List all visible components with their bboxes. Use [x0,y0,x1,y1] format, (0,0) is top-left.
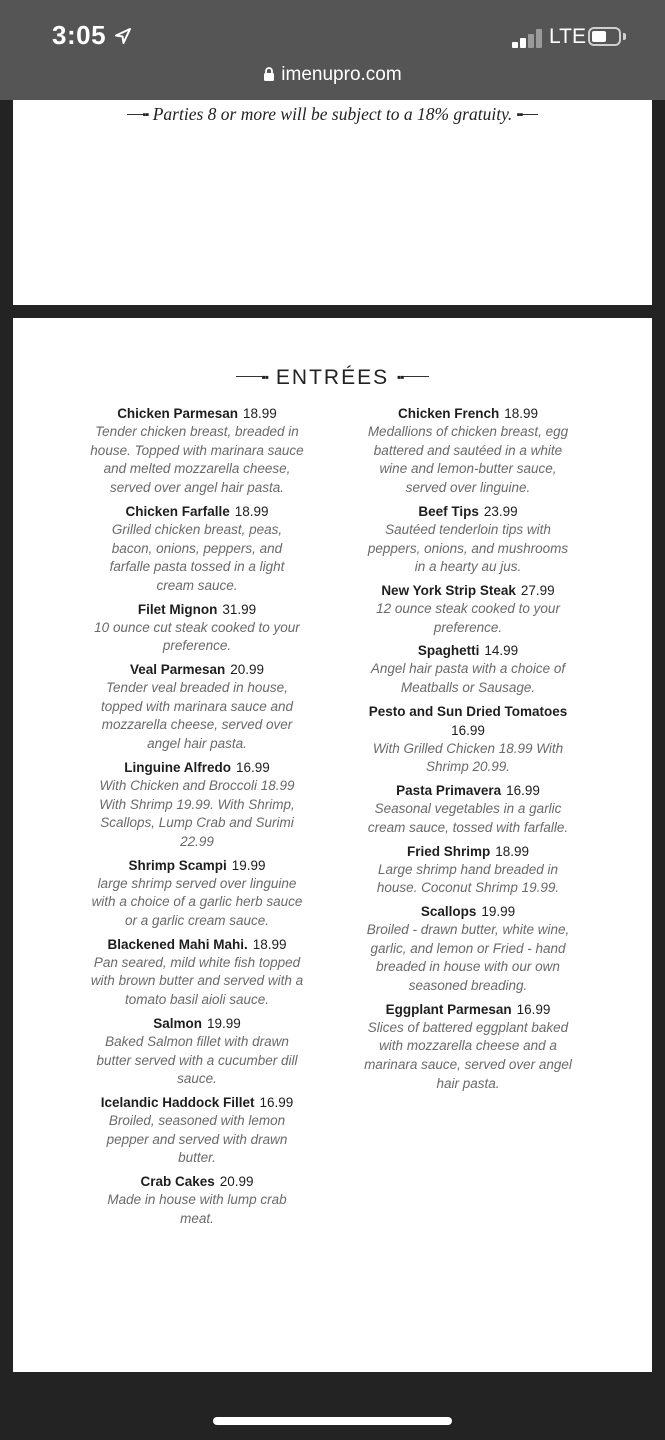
item-description: Tender veal breaded in house, topped with marinara sauce and mozzarella cheese, served over angel hair pasta. [100,680,294,752]
item-price: 20.99 [230,662,265,678]
menu-page-entrees [13,318,652,1372]
divider-line [403,376,429,377]
item-price: 16.99 [516,1001,551,1017]
menu-item [90,1172,304,1228]
battery-icon [588,27,621,46]
item-name: Chicken Farfalle [125,503,230,519]
section-title-text: ENTRÉES [275,366,390,389]
divider-line [236,376,262,377]
item-price: 16.99 [235,759,270,775]
item-description: large shrimp served over linguine with a choice of a garlic herb sauce or a garlic cream sauce. [91,875,303,929]
ornament-icon: ▪▪ [516,109,523,121]
item-name: Beef Tips [418,503,479,519]
item-price: 14.99 [484,643,519,659]
menu-column-right [363,404,573,1098]
menu-item [363,842,573,898]
section-title [13,366,652,390]
battery-tip [623,33,626,40]
menu-item [363,1000,573,1094]
item-name: Chicken Parmesan [117,406,238,421]
item-description: Slices of battered eggplant baked with mozzarella cheese and a marinara sauce, served over angel hair pasta. [364,1019,572,1091]
item-description: With Grilled Chicken 18.99 With Shrimp 20.99. [372,740,564,775]
item-description: Broiled, seasoned with lemon pepper and served with drawn butter. [106,1112,288,1166]
menu-item [363,902,573,996]
menu-item [363,641,573,697]
item-price: 18.99 [504,406,539,421]
item-name: Salmon [153,1015,202,1031]
item-description: Seasonal vegetables in a garlic cream sauce, tossed with farfalle. [367,801,569,835]
divider-line [522,114,538,115]
item-price: 16.99 [451,722,485,738]
item-price: 18.99 [234,503,269,519]
home-indicator[interactable] [213,1417,452,1425]
menu-item [90,1093,304,1168]
item-description: Angel hair pasta with a choice of Meatballs or Sausage. [370,661,566,696]
item-name: Crab Cakes [140,1174,215,1190]
ornament-icon: ▪▪ [142,109,149,121]
item-name: Veal Parmesan [129,662,226,678]
address-bar[interactable] [0,64,665,86]
item-description: 12 ounce steak cooked to your preference. [376,600,560,635]
item-description: With Chicken and Broccoli 18.99 With Shrimp 19.99. With Shrimp, Scallops, Lump Crab and Surimi 22.99 [99,777,295,849]
item-price: 27.99 [520,582,555,598]
item-name: Filet Mignon [137,601,218,617]
item-price: 19.99 [481,903,516,919]
item-name: Blackened Mahi Mahi. [107,936,248,952]
menu-page-notice [13,100,652,305]
item-price: 23.99 [483,503,518,519]
item-name: Scallops [420,903,477,919]
menu-item [90,935,304,1010]
item-name: Pesto and Sun Dried Tomatoes [368,703,568,719]
item-name: Pasta Primavera [396,783,502,799]
lock-icon [263,67,275,81]
item-price: 18.99 [243,406,277,421]
menu-item [90,600,304,656]
item-name: Linguine Alfredo [124,759,231,775]
item-description: Pan seared, mild white fish topped with brown butter and served with a tomato basil aioli sauce. [90,954,304,1008]
network-type: LTE [549,25,586,48]
item-description: Baked Salmon fillet with drawn butter served with a cucumber dill sauce. [96,1033,298,1087]
item-price: 19.99 [206,1015,241,1031]
menu-item [90,660,304,754]
item-description: Broiled - drawn butter, white wine, garlic, and lemon or Fried - hand breaded in house with our own seasoned breading. [366,921,570,994]
divider-line [127,114,143,115]
item-description: Medallions of chicken breast, egg battered and sautéed in a white wine and lemon-butter sauce, served over linguine. [367,424,569,496]
gratuity-notice [13,104,652,125]
item-description: Tender chicken breast, breaded in house. Topped with marinara sauce and melted mozzarella cheese, served over angel hair pasta. [90,424,304,496]
item-description: Large shrimp hand breaded in house. Coconut Shrimp 19.99. [376,861,560,896]
menu-item [90,856,304,931]
status-time: 3:05 [52,20,107,50]
item-description: 10 ounce cut steak cooked to your preference. [94,619,300,654]
item-name: Chicken French [397,406,500,421]
item-name: New York Strip Steak [381,582,516,598]
item-price: 18.99 [252,936,287,952]
menu-item [90,502,304,596]
menu-item [90,758,304,852]
menu-item [363,404,573,498]
item-name: Icelandic Haddock Fillet [100,1094,255,1110]
cell-signal-icon [512,28,544,48]
item-price: 20.99 [219,1174,254,1190]
url-text: imenupro.com [281,64,402,85]
item-description: Grilled chicken breast, peas, bacon, onions, peppers, and farfalle pasta tossed in a light cream sauce. [109,521,285,593]
menu-item [90,404,304,498]
item-name: Eggplant Parmesan [385,1001,512,1017]
item-price: 16.99 [506,783,540,799]
item-name: Spaghetti [417,643,480,659]
status-bar [0,0,665,100]
menu-item [363,702,573,777]
menu-column-left [90,404,304,1233]
menu-item [90,1014,304,1089]
ornament-icon: ▪▪ [261,370,269,384]
item-price: 16.99 [259,1094,294,1110]
menu-item [363,781,573,837]
menu-item [363,502,573,577]
item-price: 31.99 [222,601,257,617]
menu-item [363,581,573,637]
gratuity-text: Parties 8 or more will be subject to a 18% gratuity. [152,104,513,124]
location-arrow-icon [114,27,132,45]
item-description: Sautéed tenderloin tips with peppers, onions, and mushrooms in a hearty au jus. [367,521,569,575]
item-price: 19.99 [231,857,266,873]
item-description: Made in house with lump crab meat. [107,1192,287,1226]
item-price: 18.99 [495,843,530,859]
item-name: Fried Shrimp [406,843,491,859]
ornament-icon: ▪▪ [396,370,404,384]
item-name: Shrimp Scampi [128,857,227,873]
